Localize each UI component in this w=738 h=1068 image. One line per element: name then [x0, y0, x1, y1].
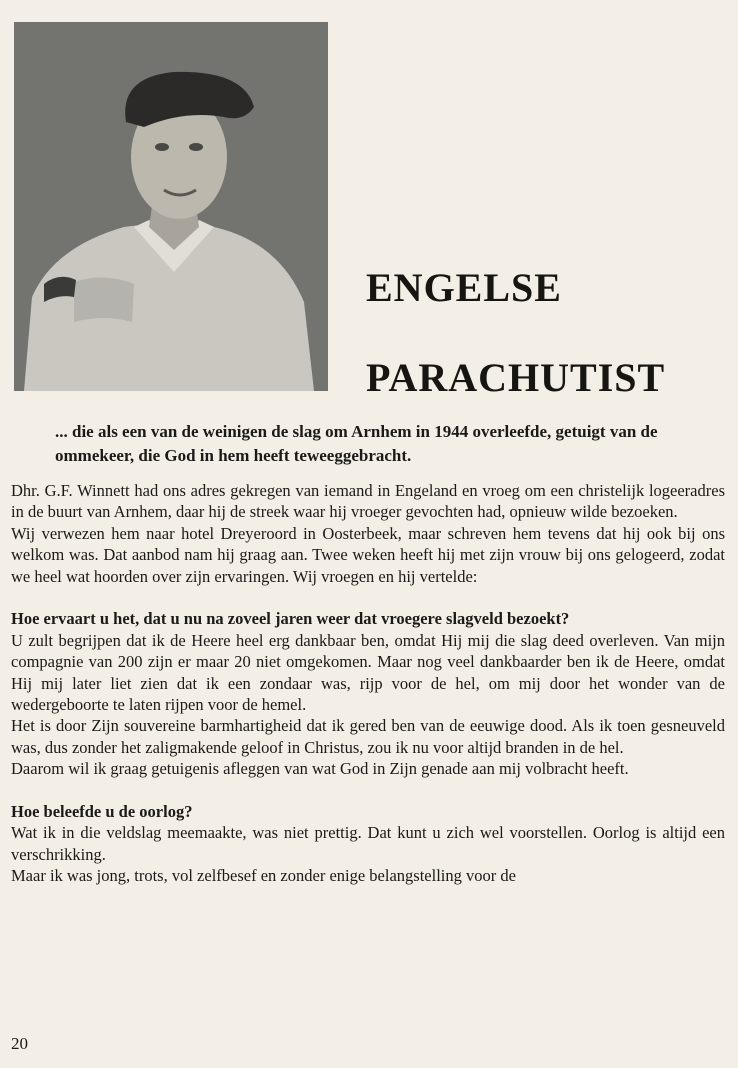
subtitle: ... die als een van de weinigen de slag om Arnhem in 1944 overleefde, getuigt van de ommekeer, die God in hem heeft teweeggebracht.: [55, 422, 658, 465]
portrait-photo: [14, 22, 328, 391]
question-heading: Hoe ervaart u het, dat u nu na zoveel jaren weer dat vroegere slagveld bezoekt?: [11, 609, 570, 629]
title-line-1: ENGELSE: [366, 265, 562, 310]
paragraph: Het is door Zijn souvereine barmhartigheid dat ik gered ben van de eeuwige dood. Als ik toen gesneuveld was, dus zonder het zaligmakende geloof in Christus, zou ik nu voor altijd branden in de hel.: [11, 716, 725, 757]
paragraph: Wij verwezen hem naar hotel Dreyeroord in Oosterbeek, maar schreven hem tevens dat hij ook bij ons welkom was. Dat aanbod nam hij graag aan. Twee weken heeft hij met zijn vrouw bij ons gelogeerd, zodat we heel wat hoorden over zijn ervaringen. Wij vroegen en hij vertelde:: [11, 523, 725, 586]
paragraph: Daarom wil ik graag getuigenis afleggen van wat God in Zijn genade aan mij volbracht heeft.: [11, 759, 629, 779]
paragraph: U zult begrijpen dat ik de Heere heel erg dankbaar ben, omdat Hij mij die slag deed overleven. Van mijn compagnie van 200 zijn er maar 20 niet omgekomen. Maar nog veel dankbaarder ben ik de Heere, omdat Hij mij later liet zien dat ik een zondaar was, rijp voor de hel, om mij door het wonder van de wedergeboorte te laten rijpen voor de hemel.: [11, 630, 725, 715]
paragraph: Dhr. G.F. Winnett had ons adres gekregen van iemand in Engeland en vroeg om een christelijk logeeradres in de buurt van Arnhem, daar hij de streek waar hij vroeger gevochten had, opnieuw wilde bezoeken.: [11, 481, 725, 522]
portrait-illustration: [14, 22, 328, 391]
page-number: 20: [11, 1034, 28, 1053]
paragraph: Maar ik was jong, trots, vol zelfbesef en zonder enige belangstelling voor de: [11, 866, 516, 886]
title-line-2: PARACHUTIST: [366, 355, 666, 400]
question-heading: Hoe beleefde u de oorlog?: [11, 802, 193, 822]
paragraph: Wat ik in die veldslag meemaakte, was niet prettig. Dat kunt u zich wel voorstellen. Oorlog is altijd een verschrikking.: [11, 823, 725, 864]
article-body: [11, 480, 725, 887]
